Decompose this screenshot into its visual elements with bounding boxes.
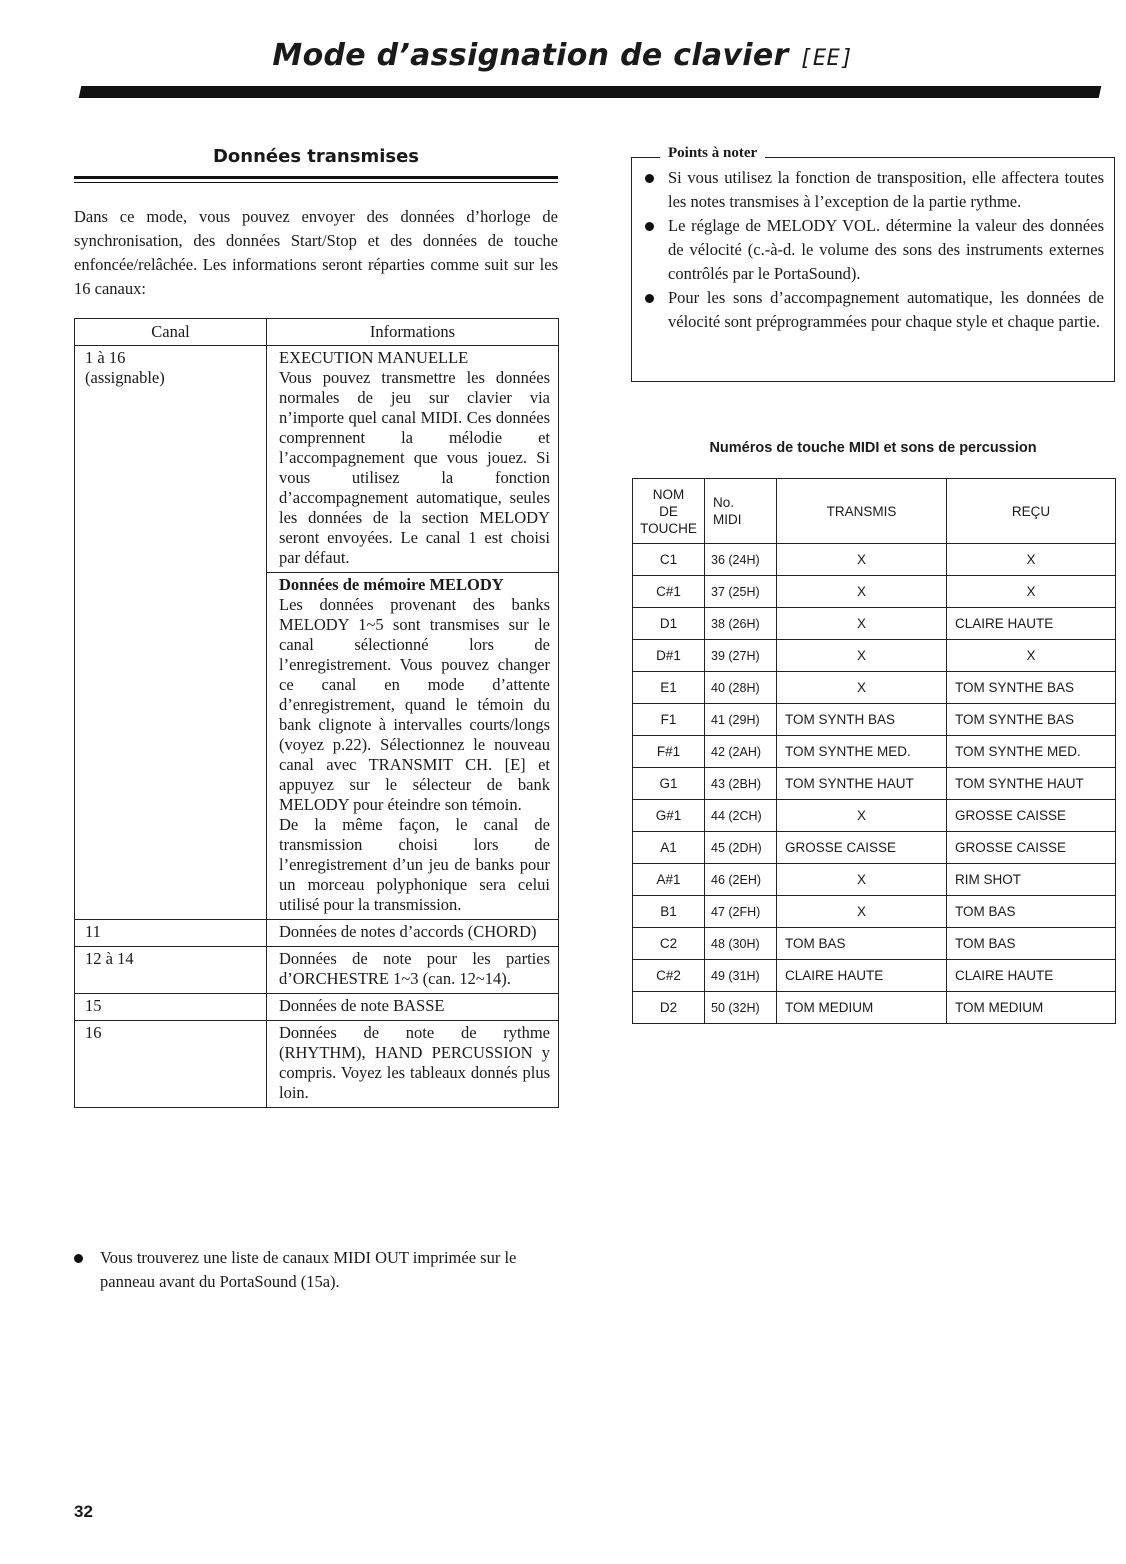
- heading-rule-thick: [74, 176, 558, 179]
- midi-number-cell: 37 (25H): [705, 576, 777, 608]
- transmis-cell: X: [777, 640, 947, 672]
- intro-paragraph: Dans ce mode, vous pouvez envoyer des données d’horloge de synchronisation, des données Start/Stop et des données de touche enfoncée/relâchée. Les informations seront réparties comme suit sur les 16 canaux:: [74, 207, 558, 298]
- table-row: [633, 544, 1116, 576]
- midi-number-cell: 50 (32H): [705, 992, 777, 1024]
- list-item: [642, 214, 1104, 286]
- title-bar: [79, 86, 1102, 98]
- table-row: [75, 920, 559, 947]
- heading-rule-thin: [74, 182, 558, 183]
- key-cell: F1: [633, 704, 705, 736]
- table-row: [75, 1021, 559, 1108]
- recu-cell: CLAIRE HAUTE: [947, 608, 1116, 640]
- recu-cell: GROSSE CAISSE: [947, 800, 1116, 832]
- key-cell: B1: [633, 896, 705, 928]
- midi-number-cell: 47 (2FH): [705, 896, 777, 928]
- key-cell: F#1: [633, 736, 705, 768]
- info-cell: Données de note BASSE: [267, 994, 559, 1021]
- midi-number-cell: 45 (2DH): [705, 832, 777, 864]
- midi-number-cell: 46 (2EH): [705, 864, 777, 896]
- transmis-cell: X: [777, 672, 947, 704]
- page-title-text: Mode d’assignation de clavier: [272, 38, 789, 73]
- info-text: De la même façon, le canal de transmission choisi lors de l’enregistrement d’un jeu de banks pour un morceau polyphonique sera celui utilisé pour la transmission.: [279, 815, 550, 914]
- transmis-cell: X: [777, 896, 947, 928]
- footnote-text: Vous trouverez une liste de canaux MIDI OUT imprimée sur le panneau avant du PortaSound (15a).: [100, 1248, 517, 1291]
- key-cell: A#1: [633, 864, 705, 896]
- bullet-icon: [645, 294, 654, 303]
- table-row: [633, 768, 1116, 800]
- key-cell: C#2: [633, 960, 705, 992]
- table-row: [633, 960, 1116, 992]
- header-nom: NOM DE TOUCHE: [633, 479, 705, 544]
- table-row: [75, 947, 559, 994]
- key-cell: G1: [633, 768, 705, 800]
- midi-number-cell: 49 (31H): [705, 960, 777, 992]
- bullet-icon: [645, 174, 654, 183]
- note-text: Si vous utilisez la fonction de transposition, elle affectera toutes les notes transmises à l’exception de la partie rythme.: [668, 168, 1104, 211]
- list-item: [642, 286, 1104, 334]
- midi-table-heading: Numéros de touche MIDI et sons de percussion: [709, 440, 1037, 456]
- bullet-icon: [74, 1254, 83, 1263]
- info-cell: [267, 346, 559, 573]
- midi-number-cell: 48 (30H): [705, 928, 777, 960]
- table-row: [633, 832, 1116, 864]
- midi-number-cell: 44 (2CH): [705, 800, 777, 832]
- info-text: Vous pouvez transmettre les données normales de jeu sur clavier via n’importe quel canal MIDI. Ces données comprennent la mélodie et l’accompagnement que vous jouez. Si vous utilisez la fonction d’accompagnement automatique, seules les données de la section MELODY seront envoyées. Le canal 1 est choisi par défaut.: [279, 368, 550, 567]
- info-text: Les données provenant des banks MELODY 1~5 sont transmises sur le canal sélectionné lors de l’enregistrement. Vous pouvez changer ce canal en mode d’attente d’enregistrement, quand le témoin du bank clignote à intervalles courts/longs (voyez p.22). Sélectionnez le nouveau canal avec TRANSMIT CH. [E] et appuyez sur le sélecteur de bank MELODY pour éteindre son témoin.: [279, 595, 550, 814]
- recu-cell: TOM BAS: [947, 928, 1116, 960]
- info-cell: Données de note de rythme (RHYTHM), HAND PERCUSSION y compris. Voyez les tableaux donnés plus loin.: [267, 1021, 559, 1108]
- page-title: [0, 38, 1126, 73]
- transmis-cell: TOM SYNTH BAS: [777, 704, 947, 736]
- header-informations: Informations: [267, 319, 559, 346]
- recu-cell: GROSSE CAISSE: [947, 832, 1116, 864]
- key-cell: D1: [633, 608, 705, 640]
- table-row: [75, 346, 559, 573]
- key-cell: C2: [633, 928, 705, 960]
- table-row: [633, 928, 1116, 960]
- recu-cell: CLAIRE HAUTE: [947, 960, 1116, 992]
- table-row: [633, 736, 1116, 768]
- midi-number-cell: 38 (26H): [705, 608, 777, 640]
- key-cell: A1: [633, 832, 705, 864]
- channel-table-header: [75, 319, 559, 346]
- table-row: [633, 640, 1116, 672]
- key-cell: C1: [633, 544, 705, 576]
- lcd-code: [ЕЕ]: [799, 46, 854, 71]
- table-row: [633, 672, 1116, 704]
- channel-table: [74, 318, 559, 1108]
- transmis-cell: TOM SYNTHE MED.: [777, 736, 947, 768]
- info-title: EXECUTION MANUELLE: [279, 348, 469, 367]
- transmis-cell: TOM BAS: [777, 928, 947, 960]
- key-cell: D#1: [633, 640, 705, 672]
- recu-cell: X: [947, 640, 1116, 672]
- recu-cell: TOM SYNTHE BAS: [947, 704, 1116, 736]
- canal-cell: 15: [75, 994, 267, 1021]
- info-cell: [267, 573, 559, 920]
- note-text: Le réglage de MELODY VOL. détermine la valeur des données de vélocité (c.-à-d. le volume des sons des instruments externes contrôlés par le PortaSound).: [668, 216, 1104, 283]
- table-row: [633, 704, 1116, 736]
- midi-table-body: [633, 544, 1116, 1024]
- transmis-cell: X: [777, 608, 947, 640]
- midi-number-cell: 40 (28H): [705, 672, 777, 704]
- notes-list: [642, 166, 1104, 334]
- footnote: [74, 1246, 564, 1294]
- info-cell: Données de notes d’accords (CHORD): [267, 920, 559, 947]
- canal-cell: 11: [75, 920, 267, 947]
- table-row: [633, 864, 1116, 896]
- midi-number-cell: 42 (2AH): [705, 736, 777, 768]
- transmis-cell: TOM SYNTHE HAUT: [777, 768, 947, 800]
- note-text: Pour les sons d’accompagnement automatique, les données de vélocité sont préprogrammées pour chaque style et chaque partie.: [668, 288, 1104, 331]
- recu-cell: TOM BAS: [947, 896, 1116, 928]
- canal-cell: 16: [75, 1021, 267, 1108]
- table-row: [75, 994, 559, 1021]
- transmis-cell: CLAIRE HAUTE: [777, 960, 947, 992]
- canal-cell: 12 à 14: [75, 947, 267, 994]
- header-midi: No. MIDI: [705, 479, 777, 544]
- recu-cell: TOM SYNTHE BAS: [947, 672, 1116, 704]
- table-row: [633, 800, 1116, 832]
- header-canal: Canal: [75, 319, 267, 346]
- transmis-cell: GROSSE CAISSE: [777, 832, 947, 864]
- table-row: [633, 608, 1116, 640]
- info-title: Données de mémoire MELODY: [279, 575, 504, 594]
- header-transmis: TRANSMIS: [777, 479, 947, 544]
- table-row: [633, 992, 1116, 1024]
- midi-table: [632, 478, 1116, 1024]
- recu-cell: TOM SYNTHE HAUT: [947, 768, 1116, 800]
- header-recu: REÇU: [947, 479, 1116, 544]
- transmis-cell: X: [777, 864, 947, 896]
- midi-number-cell: 36 (24H): [705, 544, 777, 576]
- midi-number-cell: 43 (2BH): [705, 768, 777, 800]
- recu-cell: TOM SYNTHE MED.: [947, 736, 1116, 768]
- key-cell: E1: [633, 672, 705, 704]
- canal-value: 1 à 16: [85, 348, 126, 367]
- recu-cell: TOM MEDIUM: [947, 992, 1116, 1024]
- key-cell: D2: [633, 992, 705, 1024]
- key-cell: C#1: [633, 576, 705, 608]
- midi-table-header: [633, 479, 1116, 544]
- info-cell: Données de note pour les parties d’ORCHESTRE 1~3 (can. 12~14).: [267, 947, 559, 994]
- transmis-cell: X: [777, 544, 947, 576]
- list-item: [642, 166, 1104, 214]
- key-cell: G#1: [633, 800, 705, 832]
- transmis-cell: TOM MEDIUM: [777, 992, 947, 1024]
- table-row: [633, 576, 1116, 608]
- midi-number-cell: 41 (29H): [705, 704, 777, 736]
- recu-cell: RIM SHOT: [947, 864, 1116, 896]
- bullet-icon: [645, 222, 654, 231]
- recu-cell: X: [947, 544, 1116, 576]
- notes-title: Points à noter: [660, 145, 765, 162]
- midi-number-cell: 39 (27H): [705, 640, 777, 672]
- section-heading: Données transmises: [212, 146, 420, 167]
- canal-sub: (assignable): [85, 368, 165, 387]
- recu-cell: X: [947, 576, 1116, 608]
- transmis-cell: X: [777, 800, 947, 832]
- transmis-cell: X: [777, 576, 947, 608]
- table-row: [633, 896, 1116, 928]
- page-number: 32: [74, 1502, 93, 1521]
- canal-cell: [75, 346, 267, 920]
